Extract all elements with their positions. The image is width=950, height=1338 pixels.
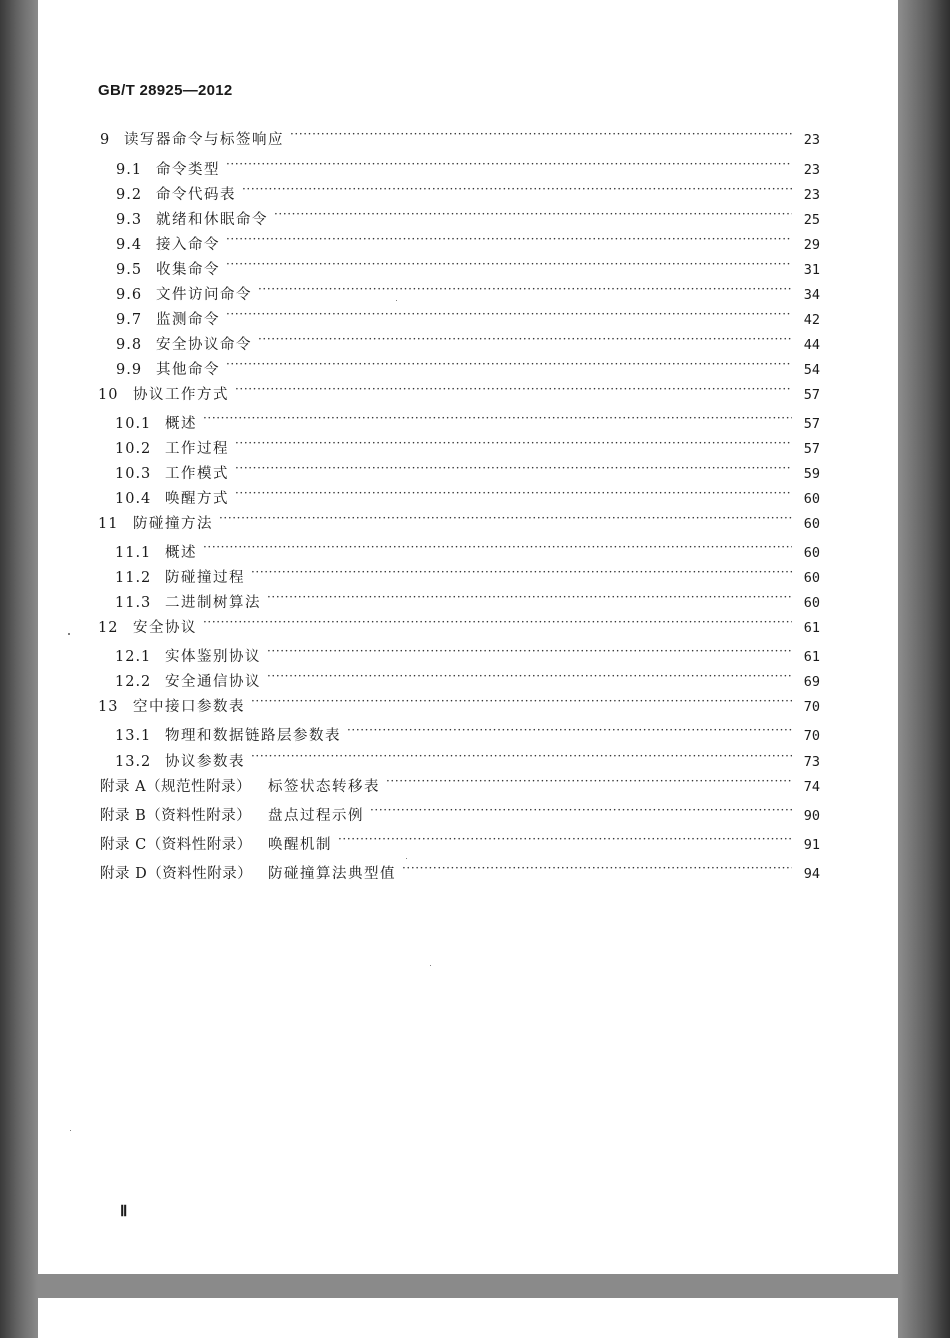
toc-entry[interactable] <box>116 156 820 179</box>
toc-entry-page: 90 <box>803 808 820 824</box>
toc-entry-title: 接入命令 <box>156 237 220 253</box>
toc-entry-title: 协议工作方式 <box>133 387 229 403</box>
toc-leader-dots <box>219 510 792 528</box>
document-code: GB/T 28925—2012 <box>98 82 233 99</box>
toc-leader-dots <box>347 722 792 740</box>
toc-leader-dots <box>226 306 792 324</box>
toc-entry[interactable] <box>115 643 820 666</box>
toc-leader-dots <box>251 564 792 582</box>
toc-leader-dots <box>267 643 792 661</box>
toc-entry[interactable] <box>98 510 820 533</box>
toc-entry[interactable] <box>116 356 820 379</box>
toc-leader-dots <box>235 485 792 503</box>
toc-entry-number: 10.2 <box>115 441 152 457</box>
toc-leader-dots <box>251 748 792 766</box>
toc-entry-title: 唤醒机制 <box>268 837 332 853</box>
toc-entry-page: 60 <box>803 595 820 611</box>
toc-leader-dots <box>235 435 792 453</box>
toc-appendix-label: 附录 C（资料性附录） <box>100 837 252 853</box>
toc-entry-number: 9.2 <box>116 187 143 203</box>
toc-leader-dots <box>386 773 792 791</box>
scan-speck <box>430 965 431 966</box>
toc-entry-title: 命令类型 <box>156 162 220 178</box>
toc-entry-page: 60 <box>803 516 820 532</box>
toc-entry-page: 54 <box>803 362 820 378</box>
toc-entry[interactable] <box>98 614 820 637</box>
toc-entry[interactable] <box>115 564 820 587</box>
toc-leader-dots <box>274 206 792 224</box>
toc-leader-dots <box>226 356 792 374</box>
toc-leader-dots <box>226 256 792 274</box>
toc-entry-page: 73 <box>803 754 820 770</box>
toc-entry-title: 安全通信协议 <box>165 674 261 690</box>
toc-entry-number: 12.2 <box>115 674 152 690</box>
toc-entry-title: 就绪和休眠命令 <box>156 212 268 228</box>
toc-leader-dots <box>338 831 792 849</box>
toc-entry-page: 60 <box>803 491 820 507</box>
table-of-contents <box>38 0 898 1274</box>
toc-entry[interactable] <box>116 206 820 229</box>
toc-entry-title: 物理和数据链路层参数表 <box>165 728 341 744</box>
toc-entry-number: 11.3 <box>115 595 152 611</box>
toc-entry-page: 34 <box>803 287 820 303</box>
toc-entry-title: 概述 <box>165 416 197 432</box>
document-page <box>38 0 898 1274</box>
toc-entry-title: 空中接口参数表 <box>133 699 245 715</box>
toc-entry-number: 11.2 <box>115 570 152 586</box>
toc-entry-page: 29 <box>803 237 820 253</box>
scan-speck <box>68 633 70 635</box>
toc-entry-title: 协议参数表 <box>165 754 245 770</box>
toc-entry-title: 唤醒方式 <box>165 491 229 507</box>
toc-leader-dots <box>203 410 792 428</box>
toc-entry-number: 9.7 <box>116 312 143 328</box>
toc-entry-title: 盘点过程示例 <box>268 808 364 824</box>
toc-entry-number: 10.1 <box>115 416 152 432</box>
toc-entry[interactable] <box>116 181 820 204</box>
toc-entry-number: 12.1 <box>115 649 152 665</box>
toc-entry-number: 9 <box>100 132 111 148</box>
toc-leader-dots <box>258 331 792 349</box>
scan-speck <box>70 1130 71 1131</box>
toc-entry-page: 69 <box>803 674 820 690</box>
toc-entry-page: 23 <box>803 187 820 203</box>
toc-entry-page: 91 <box>803 837 820 853</box>
toc-appendix-entry[interactable] <box>100 802 820 825</box>
toc-entry[interactable] <box>115 589 820 612</box>
toc-entry-number: 12 <box>98 620 119 636</box>
toc-entry-page: 42 <box>803 312 820 328</box>
toc-entry-number: 9.8 <box>116 337 143 353</box>
toc-leader-dots <box>370 802 792 820</box>
toc-entry-title: 监测命令 <box>156 312 220 328</box>
toc-entry[interactable] <box>115 722 820 745</box>
toc-entry-number: 13.2 <box>115 754 152 770</box>
toc-entry[interactable] <box>98 693 820 716</box>
toc-entry-title: 读写器命令与标签响应 <box>124 132 284 148</box>
toc-entry-number: 10 <box>98 387 119 403</box>
toc-entry-number: 9.5 <box>116 262 143 278</box>
toc-leader-dots <box>290 126 792 144</box>
toc-entry-title: 工作模式 <box>165 466 229 482</box>
toc-entry-title: 防碰撞过程 <box>165 570 245 586</box>
toc-entry-title: 收集命令 <box>156 262 220 278</box>
toc-entry[interactable] <box>116 256 820 279</box>
toc-entry-number: 13 <box>98 699 119 715</box>
toc-entry[interactable] <box>98 381 820 404</box>
toc-entry[interactable] <box>116 231 820 254</box>
toc-entry[interactable] <box>115 668 820 691</box>
toc-entry-number: 9.6 <box>116 287 143 303</box>
toc-entry-number: 9.4 <box>116 237 143 253</box>
toc-entry-title: 防碰撞算法典型值 <box>268 866 396 882</box>
toc-entry-title: 文件访问命令 <box>156 287 252 303</box>
toc-entry-number: 10.4 <box>115 491 152 507</box>
toc-entry[interactable] <box>115 410 820 433</box>
toc-entry-number: 11.1 <box>115 545 152 561</box>
toc-appendix-entry[interactable] <box>100 831 820 854</box>
next-page-edge <box>38 1298 898 1338</box>
toc-appendix-label: 附录 B（资料性附录） <box>100 808 252 824</box>
toc-entry[interactable] <box>115 435 820 458</box>
toc-appendix-label: 附录 A（规范性附录） <box>100 779 252 795</box>
toc-entry-title: 命令代码表 <box>156 187 236 203</box>
toc-leader-dots <box>267 668 792 686</box>
toc-entry-title: 安全协议命令 <box>156 337 252 353</box>
toc-entry-number: 9.9 <box>116 362 143 378</box>
toc-entry-page: 23 <box>803 162 820 178</box>
toc-entry[interactable] <box>115 539 820 562</box>
page-number: Ⅱ <box>120 1204 128 1220</box>
toc-entry[interactable] <box>116 331 820 354</box>
toc-entry[interactable] <box>115 485 820 508</box>
toc-entry-page: 57 <box>803 387 820 403</box>
toc-leader-dots <box>203 614 792 632</box>
toc-entry-title: 二进制树算法 <box>165 595 261 611</box>
toc-entry-number: 11 <box>98 516 119 532</box>
toc-entry-page: 25 <box>803 212 820 228</box>
toc-entry[interactable] <box>100 126 820 149</box>
toc-entry[interactable] <box>116 281 820 304</box>
toc-entry-page: 60 <box>803 545 820 561</box>
toc-entry-title: 安全协议 <box>133 620 197 636</box>
toc-entry-page: 60 <box>803 570 820 586</box>
toc-entry-page: 44 <box>803 337 820 353</box>
toc-entry[interactable] <box>116 306 820 329</box>
toc-entry-title: 其他命令 <box>156 362 220 378</box>
toc-entry-page: 23 <box>803 132 820 148</box>
toc-entry-title: 防碰撞方法 <box>133 516 213 532</box>
scan-speck <box>396 300 397 301</box>
toc-leader-dots <box>235 381 792 399</box>
toc-appendix-entry[interactable] <box>100 860 820 883</box>
toc-entry-page: 57 <box>803 416 820 432</box>
toc-entry-page: 74 <box>803 779 820 795</box>
toc-entry-page: 59 <box>803 466 820 482</box>
toc-appendix-entry[interactable] <box>100 773 820 796</box>
toc-entry-page: 61 <box>803 649 820 665</box>
toc-entry-title: 实体鉴别协议 <box>165 649 261 665</box>
toc-entry-page: 61 <box>803 620 820 636</box>
toc-entry-title: 概述 <box>165 545 197 561</box>
toc-leader-dots <box>203 539 792 557</box>
toc-entry-number: 9.1 <box>116 162 143 178</box>
toc-entry[interactable] <box>115 460 820 483</box>
toc-leader-dots <box>226 156 792 174</box>
toc-leader-dots <box>251 693 792 711</box>
toc-leader-dots <box>267 589 792 607</box>
toc-leader-dots <box>235 460 792 478</box>
toc-entry-number: 10.3 <box>115 466 152 482</box>
scan-speck <box>406 858 407 859</box>
toc-leader-dots <box>402 860 792 878</box>
toc-appendix-label: 附录 D（资料性附录） <box>100 866 253 882</box>
toc-entry-number: 9.3 <box>116 212 143 228</box>
toc-entry-title: 标签状态转移表 <box>268 779 380 795</box>
toc-entry-number: 13.1 <box>115 728 152 744</box>
toc-entry[interactable] <box>115 748 820 771</box>
toc-entry-page: 70 <box>803 699 820 715</box>
toc-leader-dots <box>242 181 792 199</box>
toc-entry-page: 57 <box>803 441 820 457</box>
toc-entry-page: 94 <box>803 866 820 882</box>
toc-leader-dots <box>258 281 792 299</box>
toc-entry-page: 70 <box>803 728 820 744</box>
toc-leader-dots <box>226 231 792 249</box>
toc-entry-title: 工作过程 <box>165 441 229 457</box>
toc-entry-page: 31 <box>803 262 820 278</box>
